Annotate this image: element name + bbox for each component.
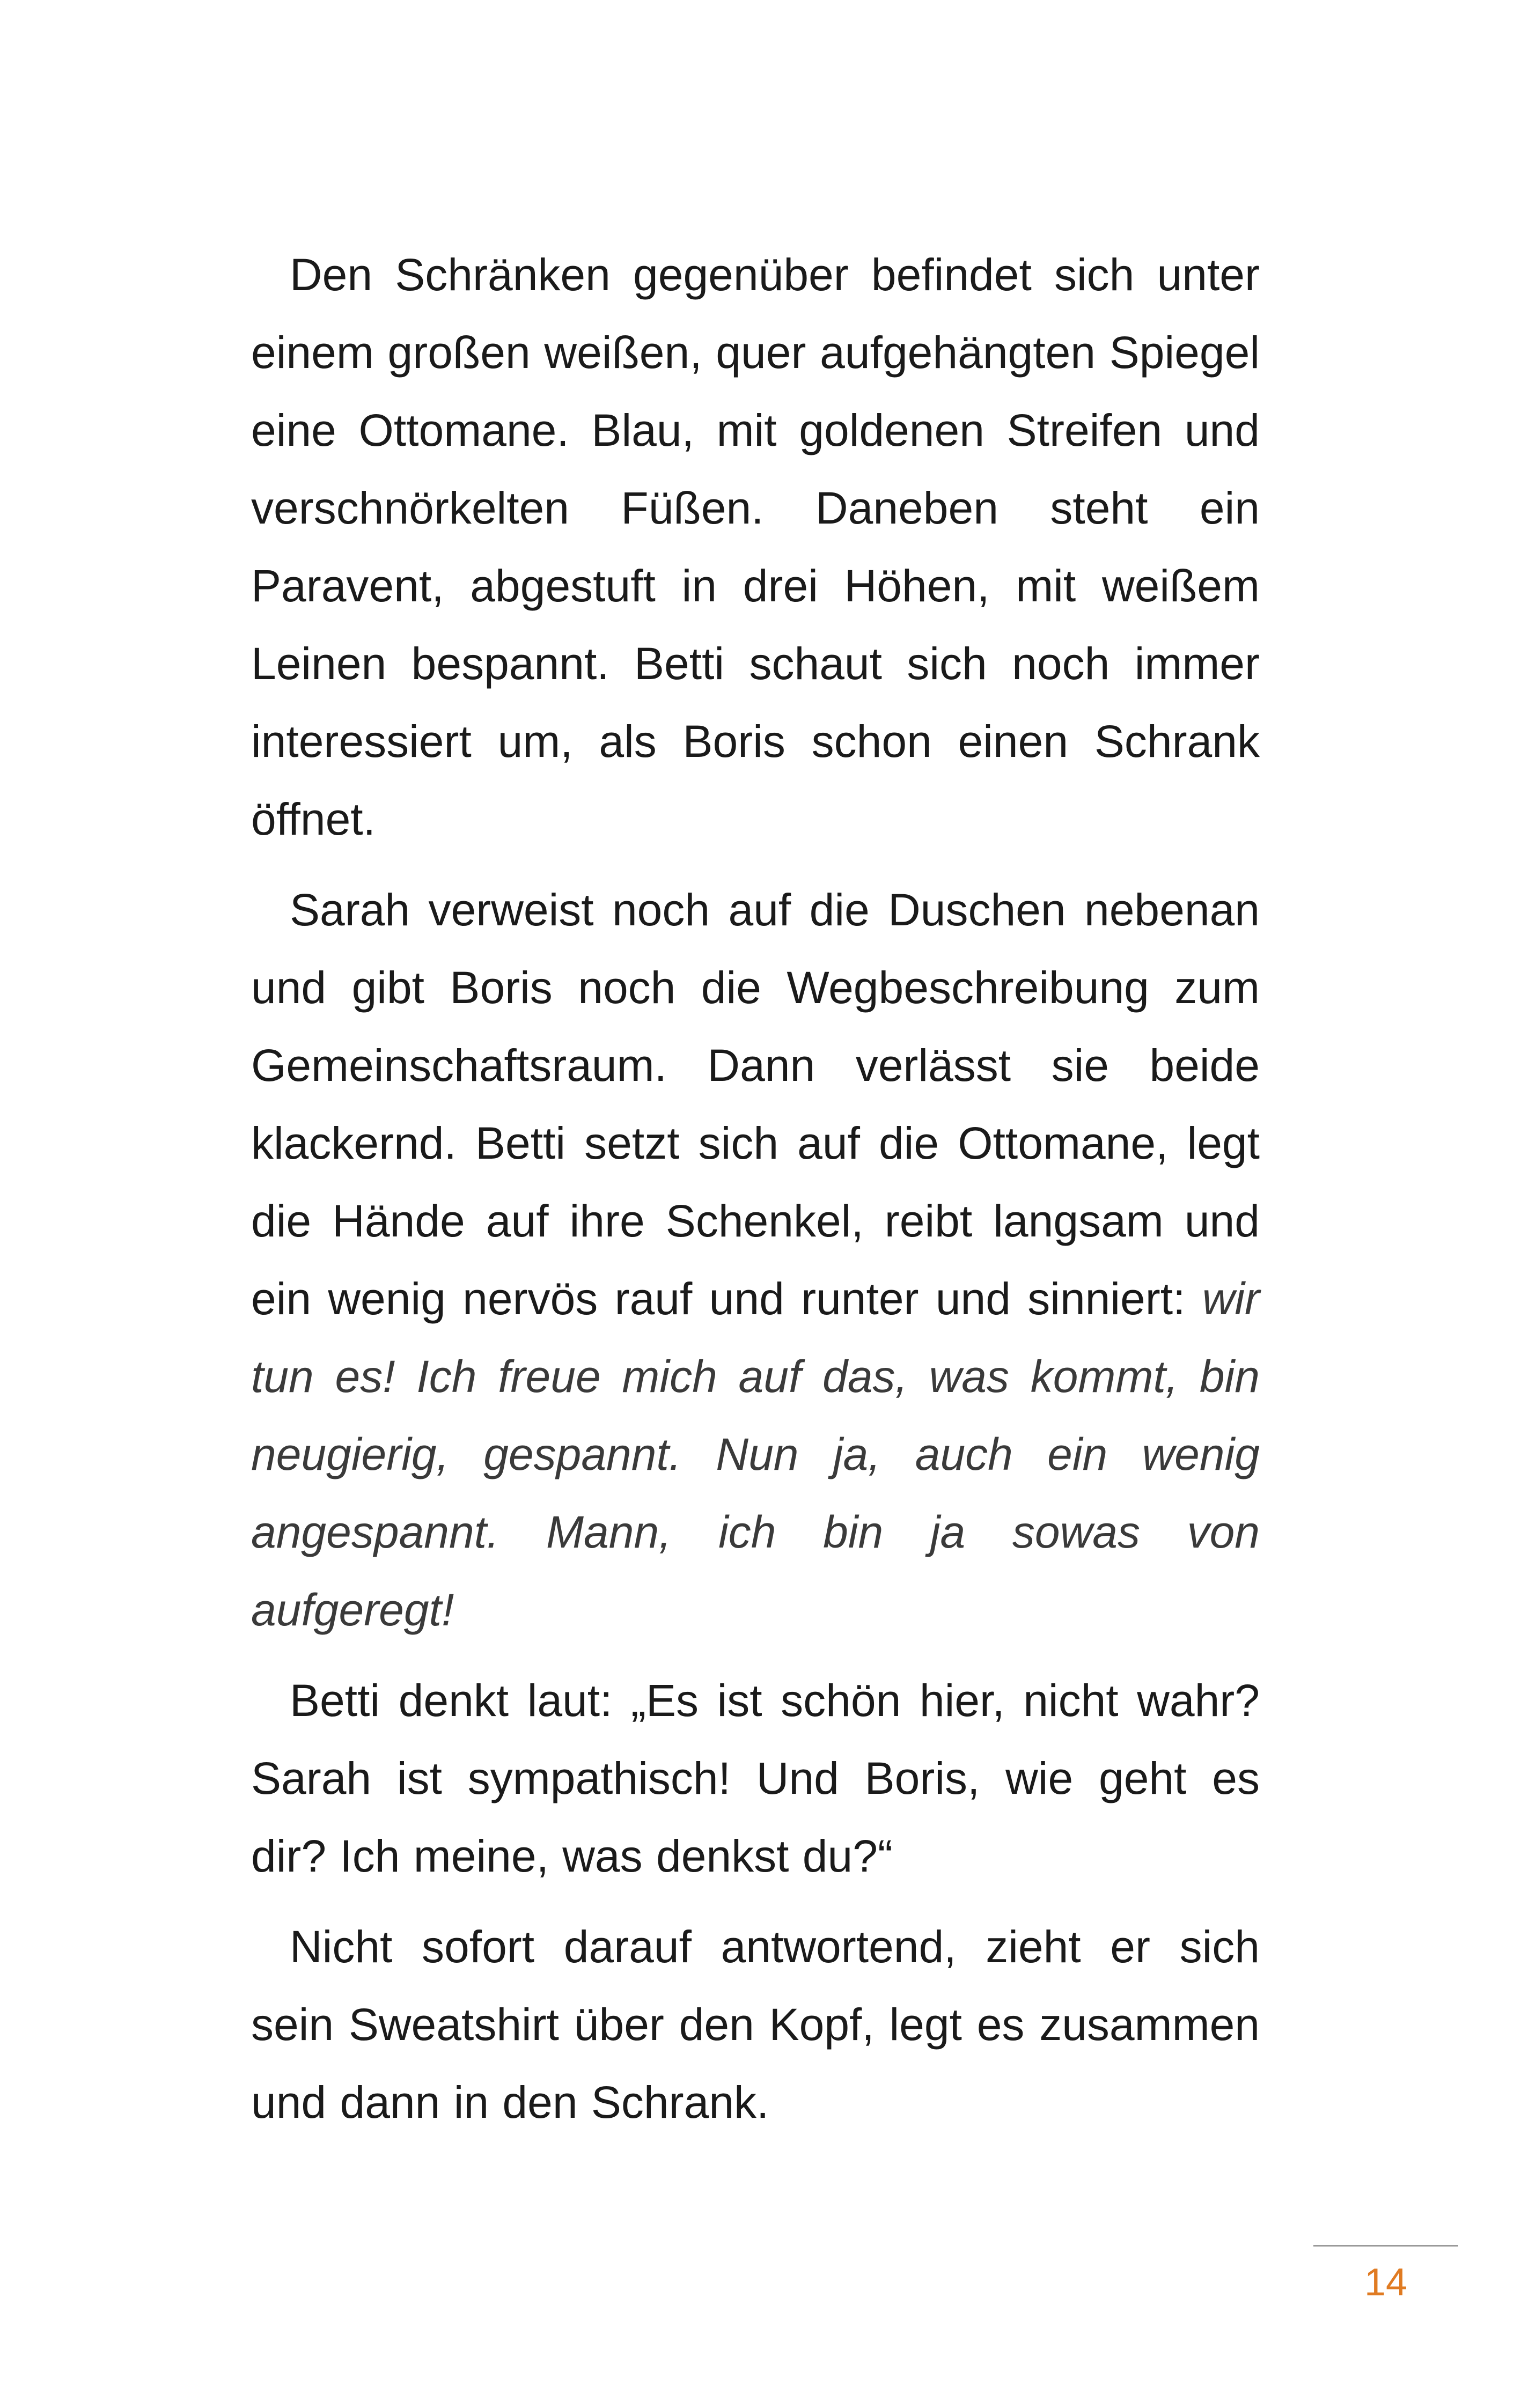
- footer-divider: [1313, 2245, 1458, 2247]
- paragraph-4: [251, 1908, 1260, 2141]
- page-number: 14: [1364, 2261, 1408, 2304]
- paragraph-1: [251, 236, 1260, 858]
- paragraph-3: [251, 1662, 1260, 1895]
- paragraph-2-text: Sarah verweist noch auf die Duschen nebenan und gibt Boris noch die Wegbeschreibung zum Gemeinschaftsraum. Dann verlässt sie beide klackernd. Betti setzt sich auf die Ottomane, legt die Hände auf ihre Schenkel, reibt langsam und ein wenig nervös rauf und runter und sinniert:: [251, 885, 1260, 1324]
- paragraph-4-text: Nicht sofort darauf antwortend, zieht er sich sein Sweatshirt über den Kopf, legt es zusammen und dann in den Schrank.: [251, 1921, 1260, 2127]
- paragraph-3-text: Betti denkt laut: „Es ist schön hier, nicht wahr? Sarah ist sympathisch! Und Boris, wie geht es dir? Ich meine, was denkst du?“: [251, 1675, 1260, 1881]
- paragraph-1-text: Den Schränken gegenüber befindet sich unter einem großen weißen, quer aufgehängten Spiegel eine Ottomane. Blau, mit goldenen Streifen und verschnörkelten Füßen. Daneben steht ein Paravent, abgestuft in drei Höhen, mit weißem Leinen bespannt. Betti schaut sich noch immer interessiert um, als Boris schon einen Schrank öffnet.: [251, 249, 1260, 844]
- body-text: [251, 236, 1260, 2154]
- inner-thought-italic: wir tun es! Ich freue mich auf das, was kommt, bin neugierig, gespannt. Nun ja, auch ein wenig angespannt. Mann, ich bin ja sowas von aufgeregt!: [251, 1273, 1260, 1635]
- paragraph-2: [251, 871, 1260, 1649]
